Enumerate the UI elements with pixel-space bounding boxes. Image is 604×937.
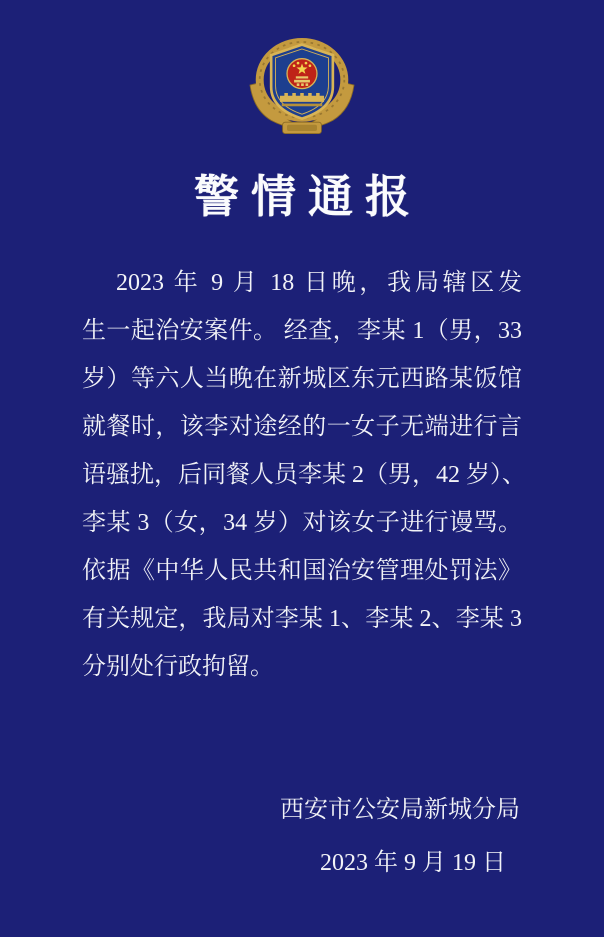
body-line-7: 依据《中华人民共和国治安管理处罚法》 [82, 558, 522, 584]
body-line-1: 2023 年 9 月 18 日晚，我局辖区发 [116, 270, 522, 296]
police-badge-icon [243, 34, 361, 138]
body-line-2: 生一起治安案件。 经查，李某 1（男，33 [82, 318, 522, 344]
body-line-6: 李某 3（女，34 岁）对该女子进行谩骂。 [82, 510, 522, 536]
signature-date: 2023 年 9 月 19 日 [320, 850, 506, 876]
body-line-4: 就餐时，该李对途经的一女子无端进行言 [82, 414, 522, 440]
notice-title: 警情通报 [193, 171, 422, 222]
body-line-9: 分别处行政拘留。 [82, 654, 274, 680]
signature-block [280, 784, 520, 890]
body-line-8: 有关规定，我局对李某 1、李某 2、李某 3 [82, 606, 522, 632]
signature-agency: 西安市公安局新城分局 [280, 797, 520, 823]
body-line-3: 岁）等六人当晚在新城区东元西路某饭馆 [82, 366, 522, 392]
body-line-5: 语骚扰，后同餐人员李某 2（男，42 岁）、 [82, 462, 526, 488]
notice-body [82, 259, 526, 691]
